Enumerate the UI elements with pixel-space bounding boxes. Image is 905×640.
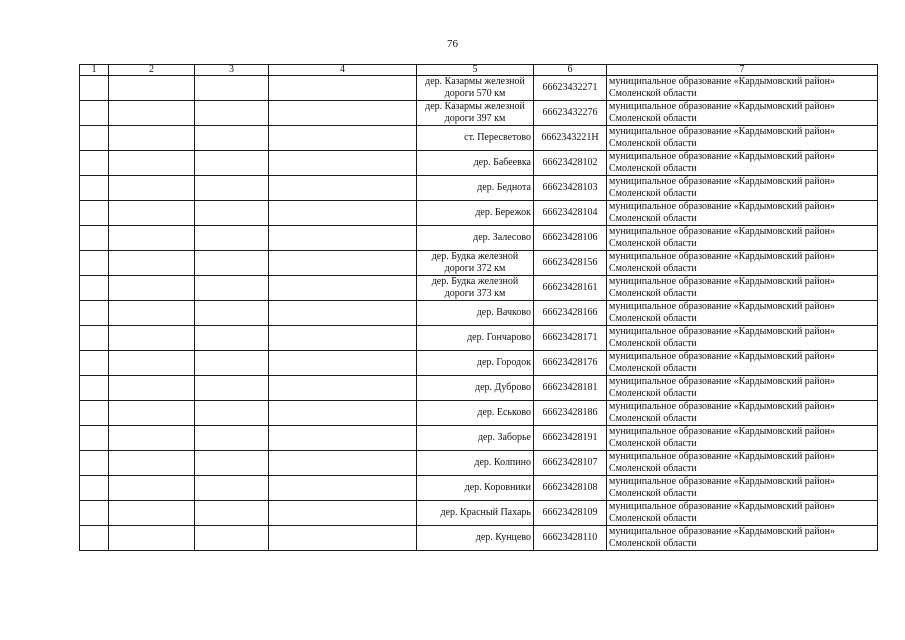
empty-cell-col-1 bbox=[80, 401, 109, 426]
page-number: 76 bbox=[447, 38, 458, 50]
empty-cell-col-3 bbox=[195, 276, 269, 301]
municipality-cell bbox=[607, 376, 878, 401]
empty-cell-col-1 bbox=[80, 126, 109, 151]
empty-cell-col-3 bbox=[195, 501, 269, 526]
settlement-name-line1: дер. Будка железной bbox=[431, 276, 519, 287]
oktmo-code-cell: 66623428171 bbox=[534, 326, 607, 351]
table-row bbox=[80, 451, 878, 476]
municipality-line1: муниципальное образование «Кардымовский район» bbox=[609, 176, 835, 187]
empty-cell-col-4 bbox=[269, 101, 417, 126]
municipality-cell bbox=[607, 251, 878, 276]
empty-cell-col-2 bbox=[109, 201, 195, 226]
settlement-name-line2: дороги 373 км bbox=[444, 288, 506, 299]
municipality-cell bbox=[607, 426, 878, 451]
settlement-name-line1: дер. Вачково bbox=[476, 307, 531, 318]
column-header-2: 2 bbox=[109, 65, 195, 76]
municipality-line1: муниципальное образование «Кардымовский район» bbox=[609, 151, 835, 162]
settlement-name-cell bbox=[417, 151, 534, 176]
empty-cell-col-2 bbox=[109, 526, 195, 551]
settlement-name-line1: дер. Казармы железной bbox=[425, 101, 525, 112]
municipality-cell bbox=[607, 501, 878, 526]
municipality-line2: Смоленской области bbox=[609, 138, 697, 149]
table-row bbox=[80, 376, 878, 401]
settlement-name-cell bbox=[417, 526, 534, 551]
table-row bbox=[80, 101, 878, 126]
column-header-1: 1 bbox=[80, 65, 109, 76]
empty-cell-col-4 bbox=[269, 201, 417, 226]
municipality-line1: муниципальное образование «Кардымовский район» bbox=[609, 126, 835, 137]
column-header-6: 6 bbox=[534, 65, 607, 76]
municipality-line2: Смоленской области bbox=[609, 513, 697, 524]
settlement-name-line1: дер. Беднота bbox=[477, 182, 531, 193]
settlement-name-cell bbox=[417, 401, 534, 426]
municipality-line2: Смоленской области bbox=[609, 188, 697, 199]
empty-cell-col-3 bbox=[195, 301, 269, 326]
table-row bbox=[80, 426, 878, 451]
empty-cell-col-4 bbox=[269, 501, 417, 526]
table-row bbox=[80, 276, 878, 301]
municipality-line2: Смоленской области bbox=[609, 288, 697, 299]
settlements-table bbox=[79, 64, 878, 551]
empty-cell-col-4 bbox=[269, 326, 417, 351]
empty-cell-col-1 bbox=[80, 476, 109, 501]
municipality-cell bbox=[607, 101, 878, 126]
empty-cell-col-1 bbox=[80, 526, 109, 551]
oktmo-code-cell: 66623428191 bbox=[534, 426, 607, 451]
settlement-name-cell bbox=[417, 501, 534, 526]
table-row bbox=[80, 476, 878, 501]
empty-cell-col-2 bbox=[109, 426, 195, 451]
municipality-line1: муниципальное образование «Кардымовский район» bbox=[609, 101, 835, 112]
empty-cell-col-3 bbox=[195, 401, 269, 426]
empty-cell-col-4 bbox=[269, 226, 417, 251]
municipality-line2: Смоленской области bbox=[609, 488, 697, 499]
municipality-cell bbox=[607, 301, 878, 326]
settlement-name-line1: дер. Еськово bbox=[477, 407, 531, 418]
column-header-5: 5 bbox=[417, 65, 534, 76]
municipality-cell bbox=[607, 326, 878, 351]
empty-cell-col-3 bbox=[195, 476, 269, 501]
empty-cell-col-3 bbox=[195, 376, 269, 401]
table-row bbox=[80, 326, 878, 351]
municipality-line1: муниципальное образование «Кардымовский район» bbox=[609, 476, 835, 487]
municipality-line2: Смоленской области bbox=[609, 213, 697, 224]
municipality-line2: Смоленской области bbox=[609, 113, 697, 124]
settlement-name-line1: дер. Будка железной bbox=[431, 251, 519, 262]
empty-cell-col-4 bbox=[269, 251, 417, 276]
empty-cell-col-3 bbox=[195, 326, 269, 351]
settlement-name-line1: дер. Колпино bbox=[474, 457, 531, 468]
settlement-name-line1: дер. Залесово bbox=[473, 232, 531, 243]
municipality-line2: Смоленской области bbox=[609, 538, 697, 549]
oktmo-code-cell: 66623428156 bbox=[534, 251, 607, 276]
empty-cell-col-3 bbox=[195, 426, 269, 451]
empty-cell-col-4 bbox=[269, 276, 417, 301]
column-header-4: 4 bbox=[269, 65, 417, 76]
empty-cell-col-2 bbox=[109, 176, 195, 201]
empty-cell-col-4 bbox=[269, 401, 417, 426]
table-row bbox=[80, 201, 878, 226]
oktmo-code-cell: 66623428109 bbox=[534, 501, 607, 526]
settlement-name-line1: дер. Красный Пахарь bbox=[440, 507, 531, 518]
settlement-name-cell bbox=[417, 126, 534, 151]
empty-cell-col-2 bbox=[109, 76, 195, 101]
oktmo-code-cell: 66623428104 bbox=[534, 201, 607, 226]
empty-cell-col-4 bbox=[269, 301, 417, 326]
empty-cell-col-3 bbox=[195, 201, 269, 226]
empty-cell-col-4 bbox=[269, 126, 417, 151]
municipality-line1: муниципальное образование «Кардымовский район» bbox=[609, 251, 835, 262]
municipality-line2: Смоленской области bbox=[609, 88, 697, 99]
empty-cell-col-2 bbox=[109, 251, 195, 276]
settlement-name-cell bbox=[417, 101, 534, 126]
municipality-cell bbox=[607, 276, 878, 301]
municipality-line1: муниципальное образование «Кардымовский район» bbox=[609, 376, 835, 387]
empty-cell-col-3 bbox=[195, 226, 269, 251]
empty-cell-col-1 bbox=[80, 501, 109, 526]
empty-cell-col-4 bbox=[269, 151, 417, 176]
municipality-cell bbox=[607, 401, 878, 426]
oktmo-code-cell: 66623428166 bbox=[534, 301, 607, 326]
municipality-line1: муниципальное образование «Кардымовский район» bbox=[609, 426, 835, 437]
settlement-name-cell bbox=[417, 376, 534, 401]
empty-cell-col-1 bbox=[80, 276, 109, 301]
column-header-3: 3 bbox=[195, 65, 269, 76]
settlement-name-cell bbox=[417, 476, 534, 501]
municipality-cell bbox=[607, 526, 878, 551]
municipality-line1: муниципальное образование «Кардымовский район» bbox=[609, 451, 835, 462]
header-row bbox=[80, 65, 878, 76]
empty-cell-col-1 bbox=[80, 101, 109, 126]
settlement-name-cell bbox=[417, 351, 534, 376]
settlement-name-line1: дер. Коровники bbox=[464, 482, 531, 493]
empty-cell-col-1 bbox=[80, 151, 109, 176]
settlement-name-cell bbox=[417, 251, 534, 276]
settlement-name-cell bbox=[417, 301, 534, 326]
municipality-line1: муниципальное образование «Кардымовский район» bbox=[609, 401, 835, 412]
empty-cell-col-2 bbox=[109, 226, 195, 251]
oktmo-code-cell: 66623428161 bbox=[534, 276, 607, 301]
settlement-name-line1: дер. Казармы железной bbox=[425, 76, 525, 87]
municipality-line1: муниципальное образование «Кардымовский район» bbox=[609, 226, 835, 237]
empty-cell-col-4 bbox=[269, 526, 417, 551]
table-row bbox=[80, 301, 878, 326]
empty-cell-col-3 bbox=[195, 76, 269, 101]
oktmo-code-cell: 66623428102 bbox=[534, 151, 607, 176]
table-row bbox=[80, 76, 878, 101]
empty-cell-col-2 bbox=[109, 126, 195, 151]
oktmo-code-cell: 66623428108 bbox=[534, 476, 607, 501]
empty-cell-col-1 bbox=[80, 76, 109, 101]
empty-cell-col-1 bbox=[80, 301, 109, 326]
empty-cell-col-2 bbox=[109, 476, 195, 501]
settlement-name-line1: дер. Бабеевка bbox=[473, 157, 531, 168]
empty-cell-col-2 bbox=[109, 351, 195, 376]
empty-cell-col-3 bbox=[195, 151, 269, 176]
empty-cell-col-3 bbox=[195, 351, 269, 376]
settlement-name-line1: дер. Бережок bbox=[475, 207, 531, 218]
municipality-line1: муниципальное образование «Кардымовский район» bbox=[609, 276, 835, 287]
empty-cell-col-3 bbox=[195, 526, 269, 551]
municipality-cell bbox=[607, 176, 878, 201]
empty-cell-col-1 bbox=[80, 201, 109, 226]
settlement-name-cell bbox=[417, 426, 534, 451]
empty-cell-col-4 bbox=[269, 426, 417, 451]
empty-cell-col-4 bbox=[269, 451, 417, 476]
municipality-cell bbox=[607, 76, 878, 101]
empty-cell-col-1 bbox=[80, 176, 109, 201]
municipality-line2: Смоленской области bbox=[609, 163, 697, 174]
municipality-line1: муниципальное образование «Кардымовский район» bbox=[609, 301, 835, 312]
settlement-name-cell bbox=[417, 276, 534, 301]
empty-cell-col-3 bbox=[195, 251, 269, 276]
settlement-name-line2: дороги 372 км bbox=[444, 263, 506, 274]
municipality-line2: Смоленской области bbox=[609, 263, 697, 274]
municipality-line1: муниципальное образование «Кардымовский район» bbox=[609, 76, 835, 87]
municipality-line1: муниципальное образование «Кардымовский район» bbox=[609, 351, 835, 362]
settlement-name-line1: дер. Гончарово bbox=[467, 332, 531, 343]
oktmo-code-cell: 66623428107 bbox=[534, 451, 607, 476]
municipality-line1: муниципальное образование «Кардымовский район» bbox=[609, 526, 835, 537]
table-row bbox=[80, 501, 878, 526]
oktmo-code-cell: 66623428110 bbox=[534, 526, 607, 551]
settlement-name-line1: дер. Кунцево bbox=[475, 532, 531, 543]
municipality-line2: Смоленской области bbox=[609, 363, 697, 374]
settlement-name-cell bbox=[417, 326, 534, 351]
table-row bbox=[80, 401, 878, 426]
oktmo-code-cell: 66623428186 bbox=[534, 401, 607, 426]
empty-cell-col-1 bbox=[80, 351, 109, 376]
oktmo-code-cell: 66623428106 bbox=[534, 226, 607, 251]
empty-cell-col-2 bbox=[109, 501, 195, 526]
settlement-name-line1: дер. Городок bbox=[476, 357, 531, 368]
municipality-cell bbox=[607, 151, 878, 176]
municipality-line1: муниципальное образование «Кардымовский район» bbox=[609, 201, 835, 212]
empty-cell-col-4 bbox=[269, 376, 417, 401]
empty-cell-col-1 bbox=[80, 376, 109, 401]
empty-cell-col-2 bbox=[109, 276, 195, 301]
empty-cell-col-1 bbox=[80, 326, 109, 351]
municipality-line1: муниципальное образование «Кардымовский район» bbox=[609, 501, 835, 512]
settlement-name-line2: дороги 570 км bbox=[444, 88, 506, 99]
settlement-name-line1: дер. Дуброво bbox=[475, 382, 531, 393]
oktmo-code-cell: 66623432271 bbox=[534, 76, 607, 101]
municipality-line1: муниципальное образование «Кардымовский район» bbox=[609, 326, 835, 337]
municipality-line2: Смоленской области bbox=[609, 463, 697, 474]
settlement-name-line1: ст. Пересветово bbox=[464, 132, 531, 143]
municipality-cell bbox=[607, 451, 878, 476]
empty-cell-col-1 bbox=[80, 426, 109, 451]
municipality-line2: Смоленской области bbox=[609, 238, 697, 249]
empty-cell-col-1 bbox=[80, 251, 109, 276]
empty-cell-col-2 bbox=[109, 376, 195, 401]
municipality-cell bbox=[607, 126, 878, 151]
empty-cell-col-2 bbox=[109, 101, 195, 126]
empty-cell-col-2 bbox=[109, 451, 195, 476]
settlement-name-cell bbox=[417, 176, 534, 201]
empty-cell-col-4 bbox=[269, 351, 417, 376]
table-row bbox=[80, 176, 878, 201]
column-header-7: 7 bbox=[607, 65, 878, 76]
oktmo-code-cell: 66623432276 bbox=[534, 101, 607, 126]
settlement-name-cell bbox=[417, 226, 534, 251]
empty-cell-col-3 bbox=[195, 176, 269, 201]
oktmo-code-cell: 6662343221Н bbox=[534, 126, 607, 151]
empty-cell-col-4 bbox=[269, 176, 417, 201]
settlement-name-cell bbox=[417, 76, 534, 101]
empty-cell-col-4 bbox=[269, 476, 417, 501]
oktmo-code-cell: 66623428103 bbox=[534, 176, 607, 201]
municipality-cell bbox=[607, 351, 878, 376]
empty-cell-col-2 bbox=[109, 326, 195, 351]
table-row bbox=[80, 251, 878, 276]
settlement-name-cell bbox=[417, 201, 534, 226]
table-body bbox=[80, 76, 878, 551]
settlement-name-line1: дер. Заборье bbox=[477, 432, 531, 443]
empty-cell-col-2 bbox=[109, 151, 195, 176]
municipality-line2: Смоленской области bbox=[609, 388, 697, 399]
empty-cell-col-3 bbox=[195, 101, 269, 126]
table-row bbox=[80, 526, 878, 551]
oktmo-code-cell: 66623428176 bbox=[534, 351, 607, 376]
municipality-line2: Смоленской области bbox=[609, 313, 697, 324]
empty-cell-col-3 bbox=[195, 451, 269, 476]
municipality-line2: Смоленской области bbox=[609, 438, 697, 449]
empty-cell-col-1 bbox=[80, 451, 109, 476]
empty-cell-col-2 bbox=[109, 401, 195, 426]
settlement-name-cell bbox=[417, 451, 534, 476]
municipality-cell bbox=[607, 476, 878, 501]
municipality-cell bbox=[607, 201, 878, 226]
oktmo-code-cell: 66623428181 bbox=[534, 376, 607, 401]
empty-cell-col-3 bbox=[195, 126, 269, 151]
settlement-name-line2: дороги 397 км bbox=[444, 113, 506, 124]
table-row bbox=[80, 151, 878, 176]
empty-cell-col-1 bbox=[80, 226, 109, 251]
empty-cell-col-4 bbox=[269, 76, 417, 101]
municipality-cell bbox=[607, 226, 878, 251]
municipality-line2: Смоленской области bbox=[609, 413, 697, 424]
empty-cell-col-2 bbox=[109, 301, 195, 326]
municipality-line2: Смоленской области bbox=[609, 338, 697, 349]
table-row bbox=[80, 351, 878, 376]
table-row bbox=[80, 226, 878, 251]
table-row bbox=[80, 126, 878, 151]
